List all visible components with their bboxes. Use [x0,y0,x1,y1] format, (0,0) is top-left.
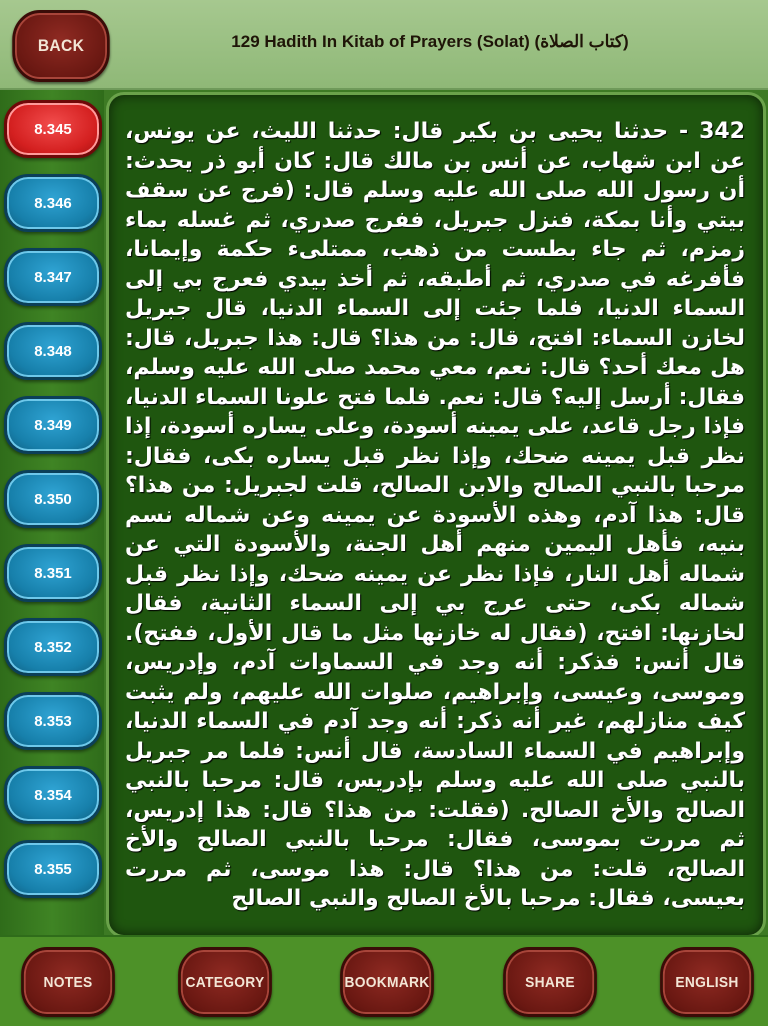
hadith-number-sidebar[interactable] [0,90,104,935]
sidebar-item-8-354[interactable]: 8.354 [4,766,102,824]
sidebar-item-8-353[interactable]: 8.353 [4,692,102,750]
sidebar-item-8-355[interactable]: 8.355 [4,840,102,898]
sidebar-item-8-345[interactable]: 8.345 [4,100,102,158]
share-button[interactable]: SHARE [503,947,597,1017]
sidebar-item-8-352[interactable]: 8.352 [4,618,102,676]
english-button[interactable]: ENGLISH [660,947,754,1017]
sidebar-item-8-349[interactable]: 8.349 [4,396,102,454]
header-bar [0,0,768,90]
hadith-content-panel[interactable] [106,92,766,938]
back-button[interactable]: BACK [12,10,110,82]
hadith-text: 342 - حدثنا يحيى بن بكير قال: حدثنا الليث، عن يونس، عن ابن شهاب، عن أنس بن مالك قال: كان أبو ذر يحدث: أن رسول الله صلى الله عليه وسلم قال: (فرج عن سقف بيتي وأنا بمكة، فنزل جبريل، ففرج صدري، ثم غسله بماء زمزم، ثم جاء بطست من ذهب، ممتلىء حكمة وإيمانا، فأفرغه في صدري، ثم أطبقه، ثم أخذ بيدي فعرج بي إلى السماء الدنيا، فلما جئت إلى السماء الدنيا، قال جبريل لخازن السماء: افتح، قال: من هذا؟ قال: هذا جبريل، قال: هل معك أحد؟ قال: نعم، معي محمد صلى الله عليه وسلم، فقال: أرسل إليه؟ قال: نعم. فلما فتح علونا السماء الدنيا، فإذا رجل قاعد، على يمينه أسودة، وعلى يساره أسودة، إذا نظر قبل يمينه ضحك، وإذا نظر قبل يساره بكى، فقال: مرحبا بالنبي الصالح والابن الصالح، قلت لجبريل: من هذا؟ قال: هذا آدم، وهذه الأسودة عن يمينه وعن شماله نسم بنيه، فأهل اليمين منهم أهل الجنة، والأسودة التي عن شماله أهل النار، فإذا نظر عن يمينه ضحك، وإذا نظر قبل شماله بكى، حتى عرج بي إلى السماء الثانية، فقال لخازنها: افتح، (فقال له خازنها مثل ما قال الأول، ففتح). قال أنس: فذكر: أنه وجد في السماوات آدم، وإدريس، وموسى، وعيسى، وإبراهيم، صلوات الله عليهم، ولم يثبت كيف منازلهم، غير أنه ذكر: أنه وجد آدم في السماء الدنيا، وإبراهيم في السماء السادسة، قال أنس: فلما مر جبريل بالنبي صلى الله عليه وسلم بإدريس، قال: مرحبا بالنبي الصالح والأخ الصالح. (فقلت: من هذا؟ قال: هذا إدريس، ثم مررت بموسى، فقال: مرحبا بالنبي الصالح والأخ الصالح، قلت: من هذا؟ قال: هذا موسى، ثم مررت بعيسى، فقال: مرحبا بالأخ الصالح والنبي الصالح [124,119,745,911]
category-button[interactable]: CATEGORY [178,947,272,1017]
bookmark-button[interactable]: BOOKMARK [340,947,434,1017]
bottom-toolbar [0,935,768,1026]
sidebar-item-8-348[interactable]: 8.348 [4,322,102,380]
sidebar-item-8-346[interactable]: 8.346 [4,174,102,232]
sidebar-item-8-351[interactable]: 8.351 [4,544,102,602]
page-title: 129 Hadith In Kitab of Prayers (Solat) (كتاب الصلاة) [231,32,629,51]
sidebar-item-8-350[interactable]: 8.350 [4,470,102,528]
sidebar-item-8-347[interactable]: 8.347 [4,248,102,306]
notes-button[interactable]: NOTES [21,947,115,1017]
